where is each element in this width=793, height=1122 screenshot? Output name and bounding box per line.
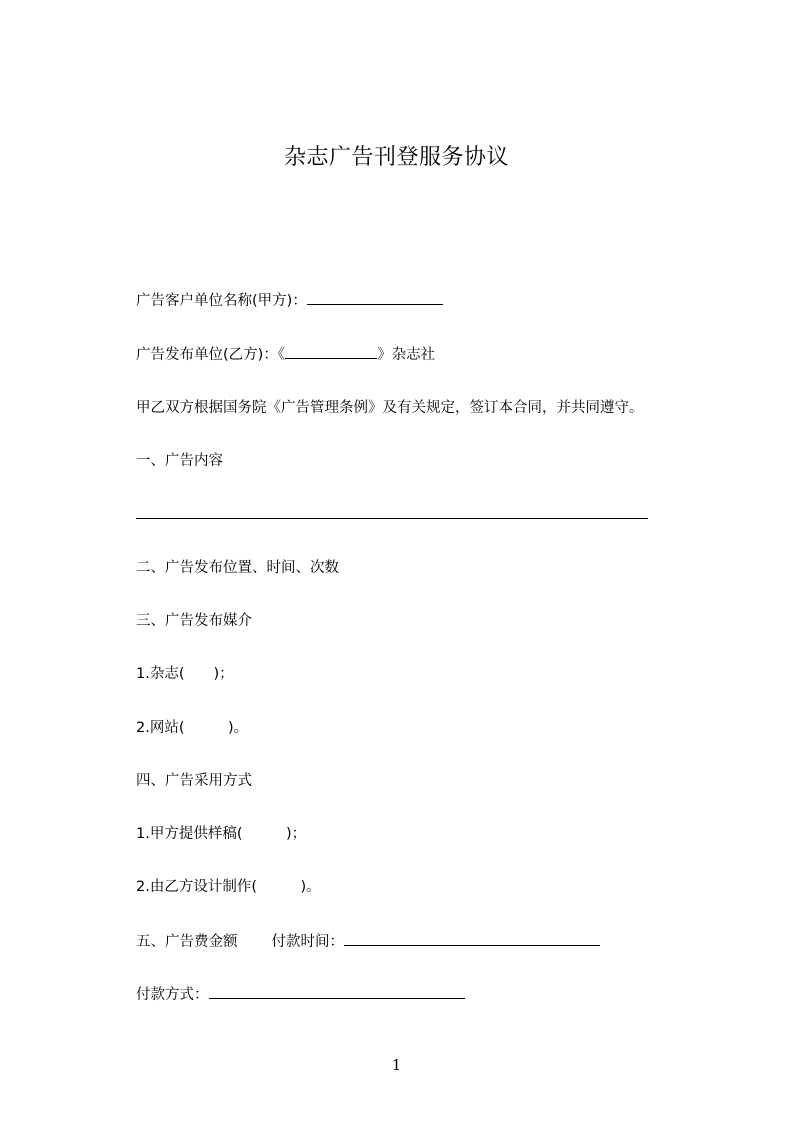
payment-method-line — [136, 984, 465, 1005]
method-design-item: 2.由乙方设计制作( )。 — [136, 879, 321, 895]
section-3-heading: 三、广告发布媒介 — [136, 613, 252, 629]
payment-time-blank[interactable] — [344, 931, 600, 946]
party-a-line — [136, 290, 443, 311]
document-title: 杂志广告刊登服务协议 — [283, 145, 509, 170]
payment-time-label: 付款时间： — [271, 934, 344, 950]
party-b-suffix: 》杂志社 — [377, 347, 436, 363]
media-website-item: 2.网站( )。 — [136, 720, 249, 736]
payment-method-blank[interactable] — [209, 984, 465, 999]
party-b-label: 广告发布单位(乙方)：《 — [136, 347, 286, 363]
media-magazine-item: 1.杂志( )； — [136, 666, 234, 682]
party-a-label: 广告客户单位名称(甲方)： — [136, 293, 307, 309]
method-sample-item: 1.甲方提供样稿( )； — [136, 826, 307, 842]
section-2-heading: 二、广告发布位置、时间、次数 — [136, 560, 339, 576]
section-4-heading: 四、广告采用方式 — [136, 773, 252, 789]
party-b-line — [136, 344, 435, 365]
section-5-heading: 五、广告费金额 — [136, 934, 238, 950]
payment-method-label: 付款方式： — [136, 987, 209, 1003]
section-1-heading: 一、广告内容 — [136, 453, 223, 469]
page-number: 1 — [391, 1056, 402, 1074]
party-a-blank[interactable] — [307, 290, 443, 305]
ad-content-blank-line[interactable] — [136, 518, 648, 519]
party-b-blank[interactable] — [285, 344, 377, 359]
preamble-text: 甲乙双方根据国务院《广告管理条例》及有关规定，签订本合同，并共同遵守。 — [136, 400, 644, 416]
section-5-line — [136, 931, 600, 952]
